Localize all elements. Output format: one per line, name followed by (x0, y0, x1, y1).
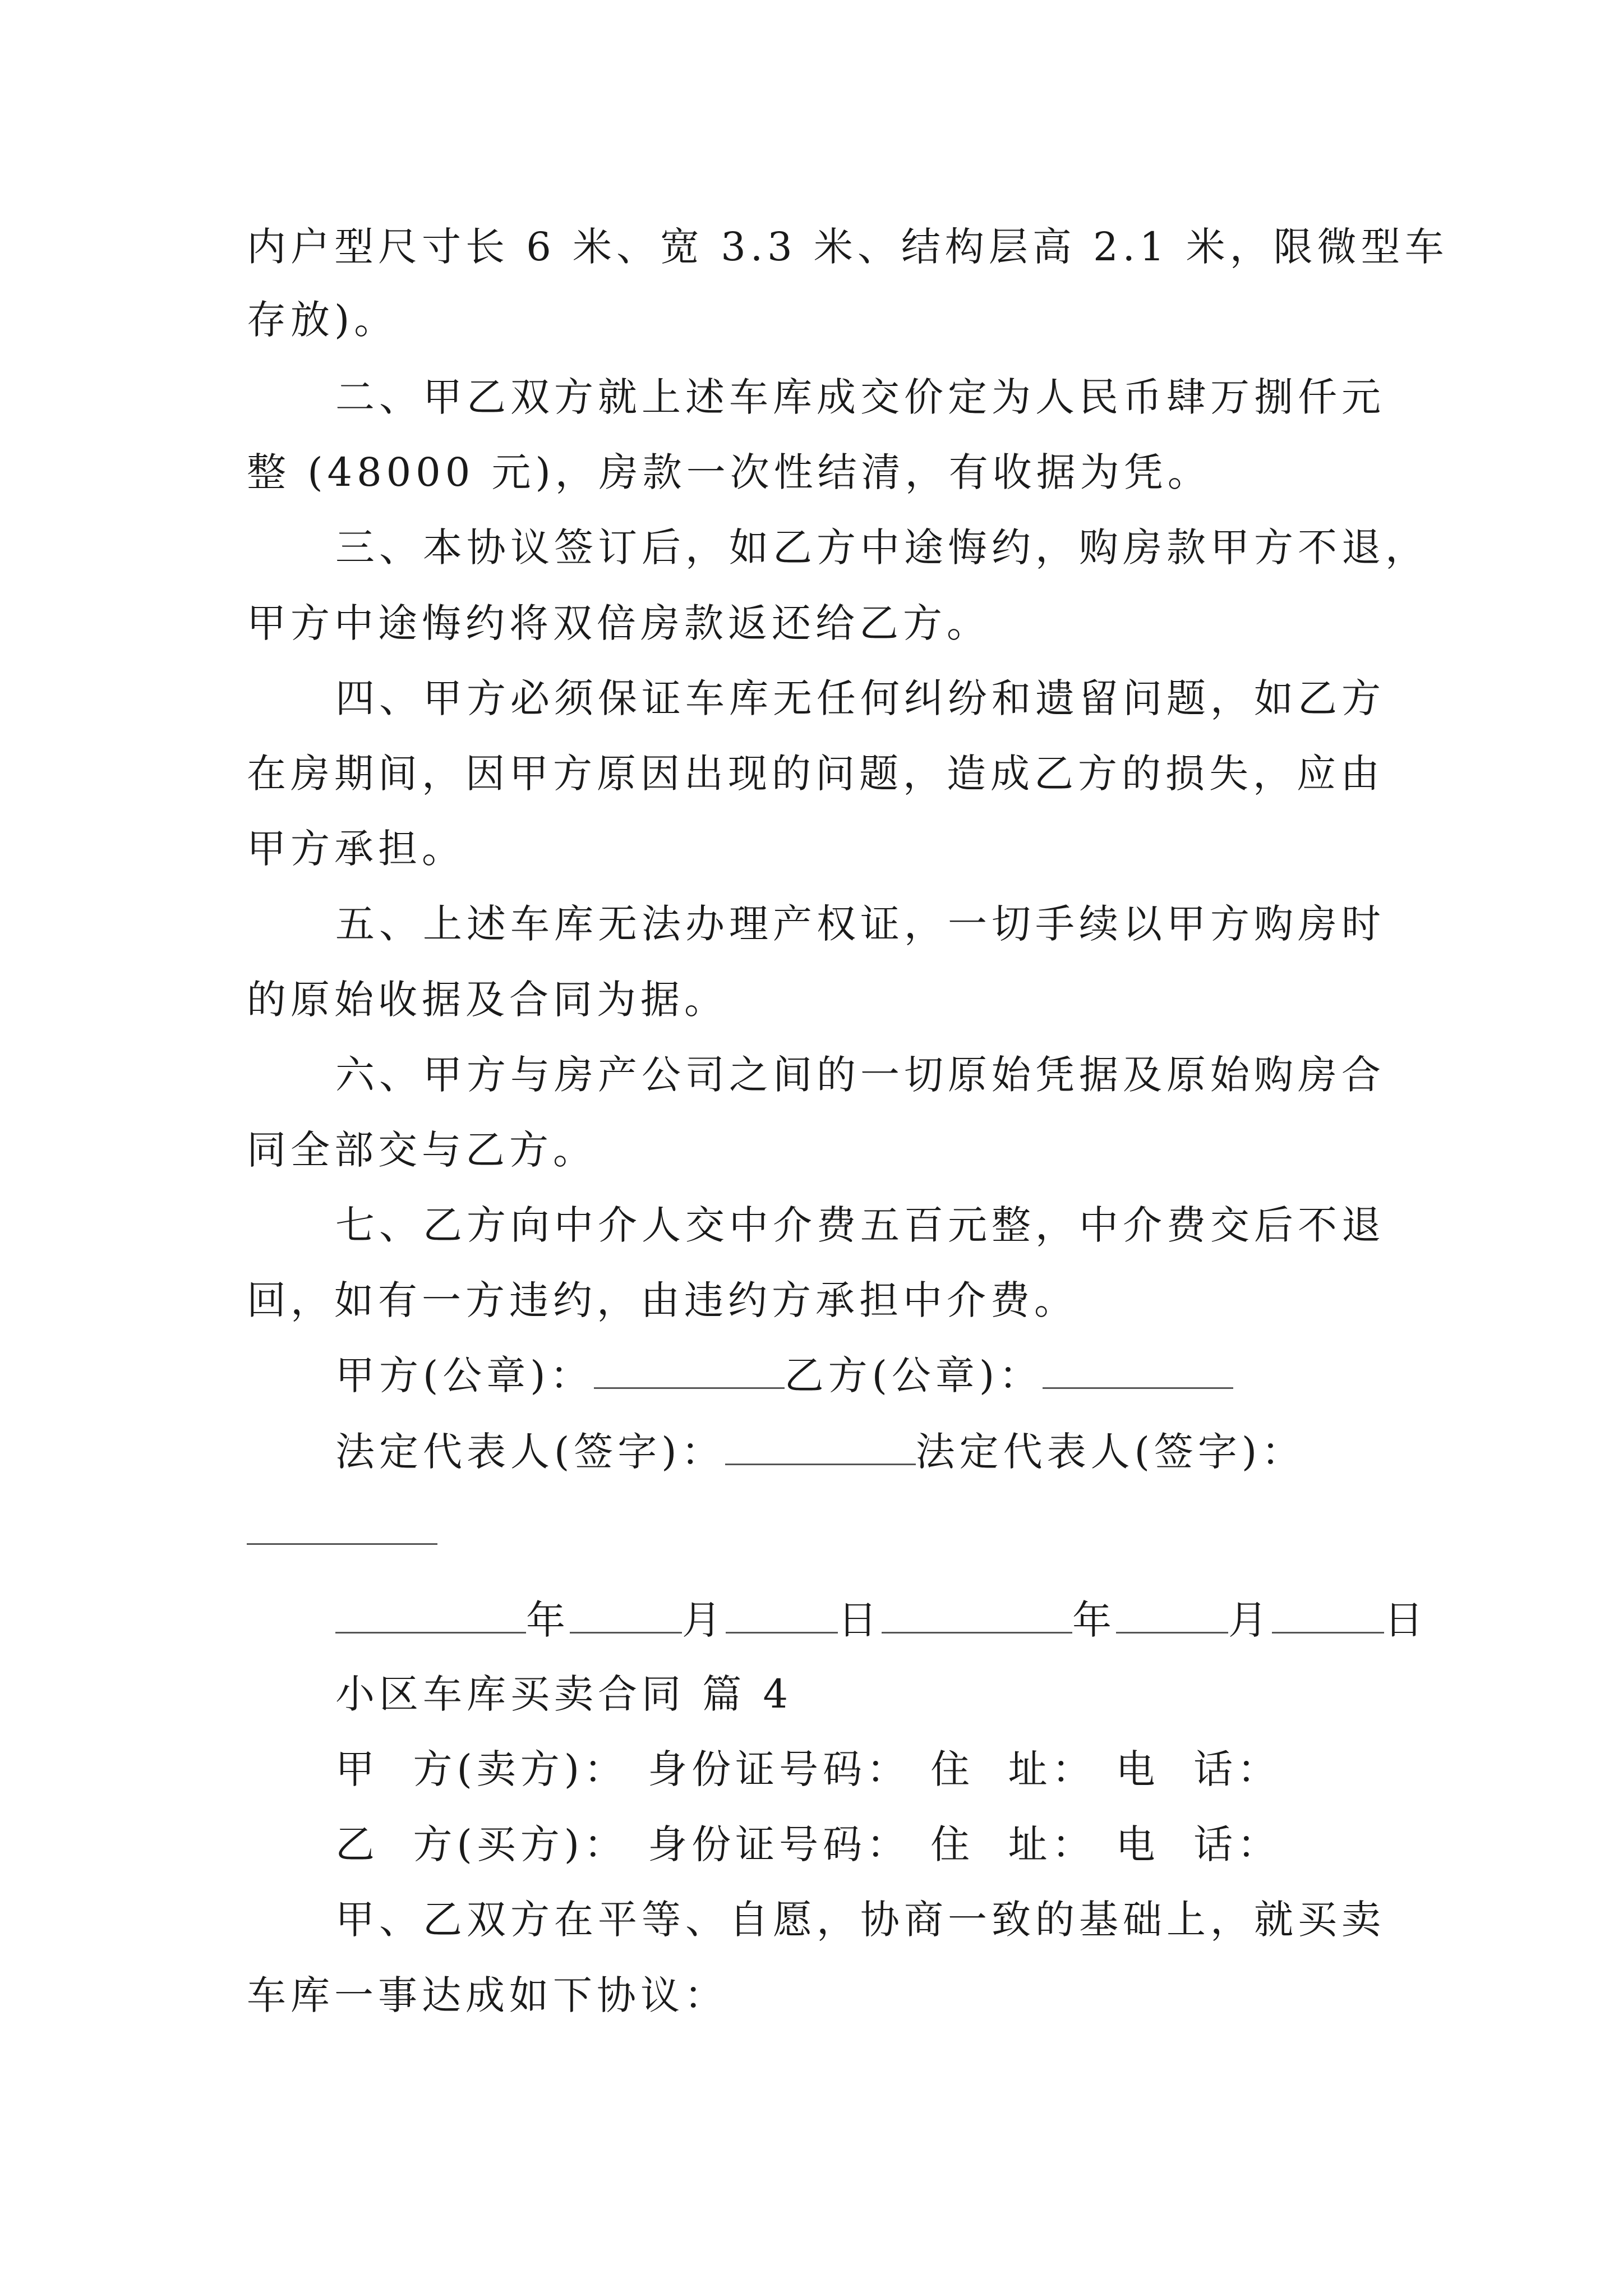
text-line: 甲方中途悔约将双倍房款返还给乙方。 (247, 600, 990, 646)
party-a-seal-label: 甲方(公章)： (335, 1352, 594, 1398)
text-line: 在房期间，因甲方原因出现的问题，造成乙方的损失，应由 (247, 751, 1384, 797)
text-line: 的原始收据及合同为据。 (247, 977, 728, 1023)
date-a-year-blank (335, 1595, 526, 1634)
party-b-phone-label: 电 话： (1115, 1821, 1281, 1867)
text-line: 甲方承担。 (247, 826, 465, 872)
date-b-day-label: 日 (1384, 1597, 1428, 1643)
text-line: 内户型尺寸长 6 米、宽 3.3 米、结构层高 2.1 米，限微型车 (247, 224, 1449, 270)
representative-line (335, 1424, 1305, 1480)
party-b-id-label: 身份证号码： (648, 1821, 911, 1867)
party-b-seal-blank (1043, 1350, 1233, 1389)
party-b-rep-blank (247, 1506, 437, 1545)
clause-3-line: 三、本协议签订后，如乙方中途悔约，购房款甲方不退， (335, 524, 1429, 570)
seal-line (335, 1347, 1233, 1404)
party-a-address-label: 住 址： (930, 1746, 1096, 1792)
date-a-day-blank (726, 1595, 838, 1634)
party-b-label: 乙 方(买方)： (335, 1821, 628, 1867)
representative-continued-line (247, 1503, 437, 1559)
clause-7-line: 七、乙方向中介人交中介费五百元整，中介费交后不退 (335, 1202, 1385, 1248)
party-a-phone-label: 电 话： (1115, 1746, 1281, 1792)
party-b-address-label: 住 址： (930, 1821, 1096, 1867)
date-b-month-label: 月 (1228, 1597, 1272, 1643)
party-a-seal-blank (594, 1350, 785, 1389)
party-b-line (335, 1816, 1281, 1872)
date-b-year-blank (882, 1595, 1072, 1634)
party-a-line (335, 1741, 1281, 1797)
party-b-seal-label: 乙方(公章)： (784, 1352, 1043, 1398)
clause-4-line: 四、甲方必须保证车库无任何纠纷和遗留问题，如乙方 (335, 675, 1385, 721)
intro-line: 甲、乙双方在平等、自愿，协商一致的基础上，就买卖 (335, 1897, 1385, 1943)
party-b-rep-label: 法定代表人(签字)： (915, 1429, 1306, 1475)
date-a-year-label: 年 (526, 1597, 570, 1643)
clause-6-line: 六、甲方与房产公司之间的一切原始凭据及原始购房合 (335, 1052, 1385, 1098)
date-b-year-label: 年 (1072, 1597, 1116, 1643)
intro-line: 车库一事达成如下协议： (247, 1972, 728, 2018)
date-line (335, 1592, 1428, 1648)
date-a-day-label: 日 (838, 1597, 882, 1643)
clause-5-line: 五、上述车库无法办理产权证，一切手续以甲方购房时 (335, 901, 1385, 947)
party-a-rep-label: 法定代表人(签字)： (335, 1429, 725, 1475)
text-line: 整 (48000 元)，房款一次性结清，有收据为凭。 (247, 449, 1211, 495)
date-b-day-blank (1272, 1595, 1384, 1634)
section-title: 小区车库买卖合同 篇 4 (335, 1671, 793, 1717)
date-a-month-label: 月 (682, 1597, 726, 1643)
text-line: 回，如有一方违约，由违约方承担中介费。 (247, 1277, 1078, 1323)
text-line: 存放)。 (247, 297, 398, 343)
party-a-label: 甲 方(卖方)： (335, 1746, 628, 1792)
date-b-month-blank (1116, 1595, 1228, 1634)
clause-2-line: 二、甲乙双方就上述车库成交价定为人民币肆万捌仟元 (335, 374, 1385, 420)
party-a-id-label: 身份证号码： (648, 1746, 911, 1792)
date-a-month-blank (570, 1595, 682, 1634)
text-line: 同全部交与乙方。 (247, 1127, 597, 1173)
party-a-rep-blank (725, 1427, 916, 1465)
